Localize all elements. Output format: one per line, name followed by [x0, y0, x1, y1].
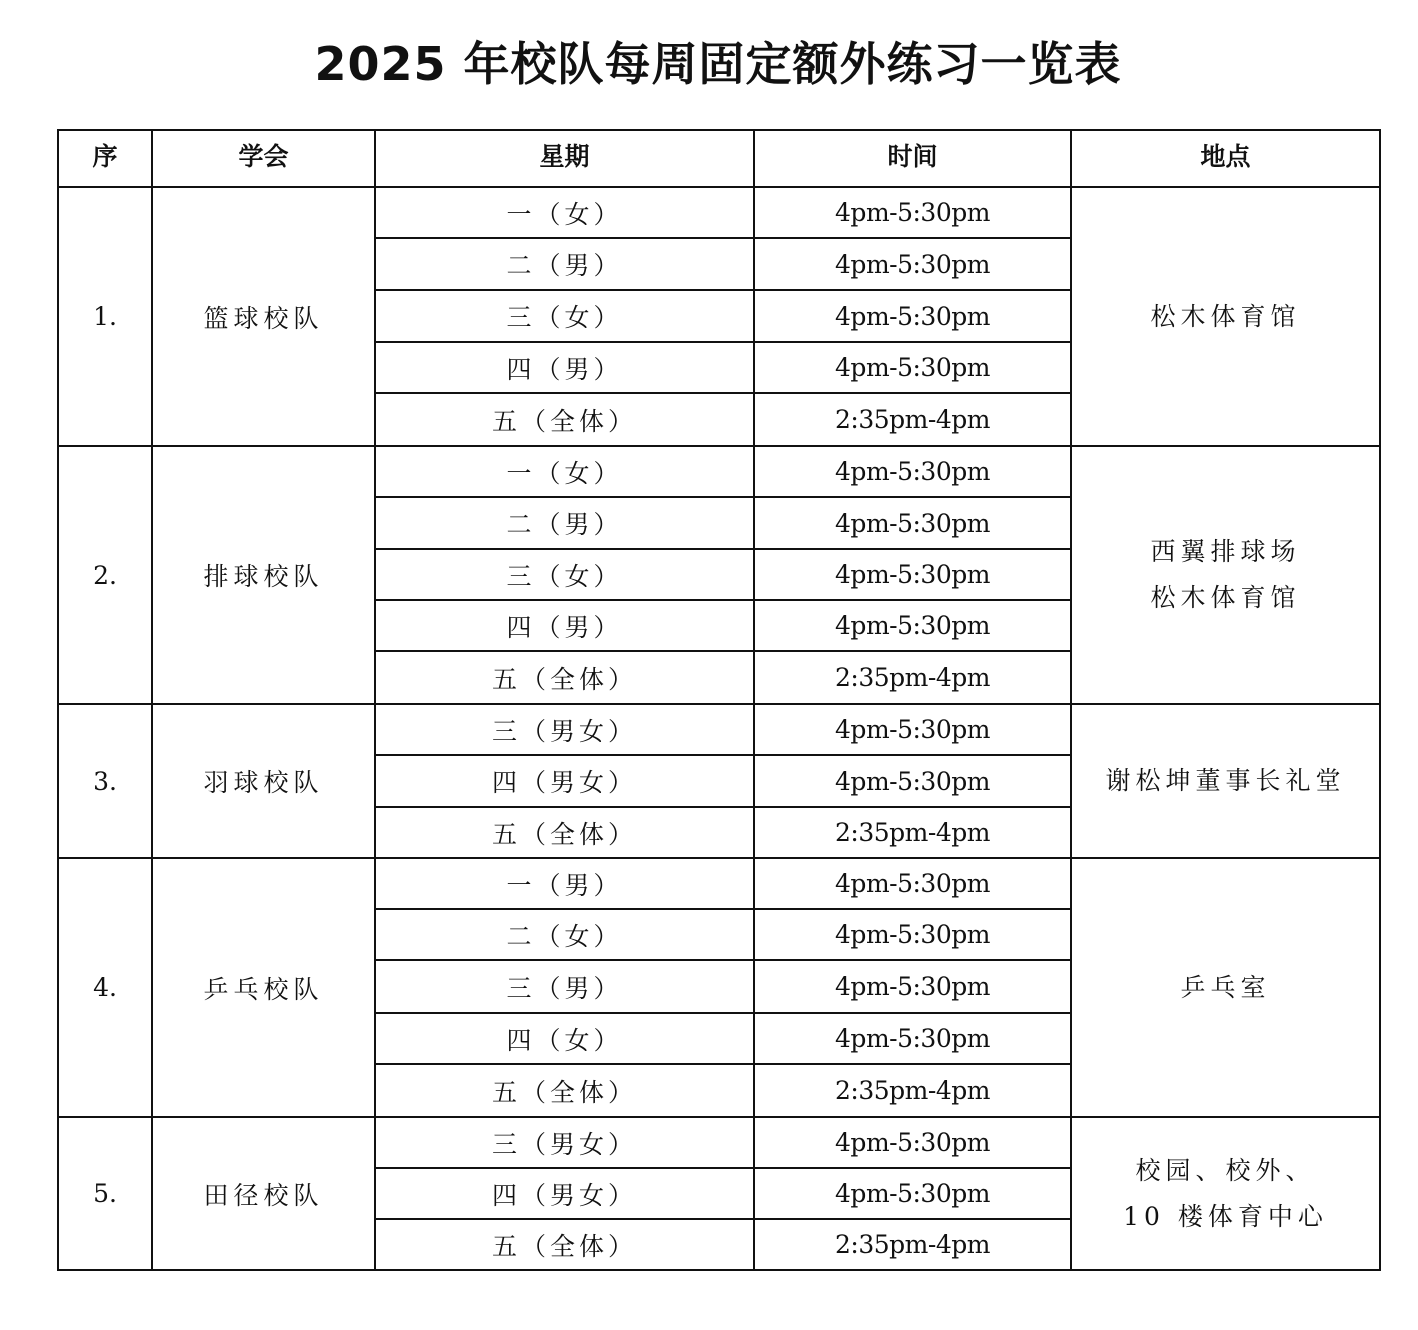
team-venue — [1071, 1117, 1380, 1270]
table-row — [58, 187, 1380, 238]
venue-line: 谢松坤董事长礼堂 — [1105, 766, 1346, 795]
team-name: 排球校队 — [152, 446, 375, 704]
session-day: 五（全体） — [375, 1219, 754, 1270]
session-day: 二（男） — [375, 497, 754, 549]
header-row — [58, 130, 1380, 187]
session-time: 4pm-5:30pm — [754, 1013, 1071, 1064]
session-time: 4pm-5:30pm — [754, 600, 1071, 651]
team-index: 3. — [58, 704, 152, 858]
team-venue — [1071, 187, 1380, 446]
schedule-body — [58, 187, 1380, 1270]
team-name: 羽球校队 — [152, 704, 375, 858]
session-time: 4pm-5:30pm — [754, 704, 1071, 755]
session-time: 4pm-5:30pm — [754, 858, 1071, 909]
session-day: 三（女） — [375, 290, 754, 342]
session-time: 4pm-5:30pm — [754, 549, 1071, 600]
session-time: 4pm-5:30pm — [754, 187, 1071, 238]
session-time: 4pm-5:30pm — [754, 1117, 1071, 1168]
session-day: 一（女） — [375, 187, 754, 238]
header-venue: 地点 — [1071, 130, 1380, 187]
page-title: 2025 年校队每周固定额外练习一览表 — [314, 37, 1122, 91]
session-time: 2:35pm-4pm — [754, 1219, 1071, 1270]
session-day: 二（女） — [375, 909, 754, 960]
session-time: 4pm-5:30pm — [754, 909, 1071, 960]
team-index: 1. — [58, 187, 152, 446]
venue-line: 10 楼体育中心 — [1123, 1201, 1328, 1231]
session-day: 一（女） — [375, 446, 754, 497]
session-time: 4pm-5:30pm — [754, 238, 1071, 290]
session-time: 4pm-5:30pm — [754, 960, 1071, 1013]
session-day: 三（男） — [375, 960, 754, 1013]
session-day: 四（男女） — [375, 1168, 754, 1219]
table-row — [58, 1117, 1380, 1168]
session-time: 2:35pm-4pm — [754, 651, 1071, 704]
session-day: 五（全体） — [375, 651, 754, 704]
table-row — [58, 704, 1380, 755]
header-time: 时间 — [754, 130, 1071, 187]
session-day: 五（全体） — [375, 1064, 754, 1117]
session-day: 四（男） — [375, 600, 754, 651]
session-day: 五（全体） — [375, 393, 754, 446]
venue-line: 乒乓室 — [1180, 972, 1271, 1002]
venue-line: 校园、校外、 — [1135, 1155, 1316, 1185]
session-time: 4pm-5:30pm — [754, 755, 1071, 807]
session-time: 4pm-5:30pm — [754, 1168, 1071, 1219]
session-time: 4pm-5:30pm — [754, 290, 1071, 342]
header-day: 星期 — [375, 130, 754, 187]
team-index: 4. — [58, 858, 152, 1117]
session-day: 三（男女） — [375, 1117, 754, 1168]
team-name: 乒乓校队 — [152, 858, 375, 1117]
venue-line: 西翼排球场 — [1150, 537, 1301, 566]
session-day: 四（男女） — [375, 755, 754, 807]
session-time: 4pm-5:30pm — [754, 446, 1071, 497]
session-day: 三（男女） — [375, 704, 754, 755]
session-time: 2:35pm-4pm — [754, 393, 1071, 446]
session-time: 2:35pm-4pm — [754, 1064, 1071, 1117]
session-time: 4pm-5:30pm — [754, 497, 1071, 549]
venue-line: 松木体育馆 — [1150, 583, 1301, 612]
session-day: 三（女） — [375, 549, 754, 600]
team-name: 篮球校队 — [152, 187, 375, 446]
session-time: 4pm-5:30pm — [754, 342, 1071, 393]
session-time: 2:35pm-4pm — [754, 807, 1071, 858]
session-day: 二（男） — [375, 238, 754, 290]
schedule-table — [57, 129, 1381, 1271]
team-index: 5. — [58, 1117, 152, 1270]
venue-line: 松木体育馆 — [1150, 301, 1301, 331]
header-index: 序 — [58, 130, 152, 187]
team-name: 田径校队 — [152, 1117, 375, 1270]
header-team: 学会 — [152, 130, 375, 187]
table-row — [58, 446, 1380, 497]
session-day: 五（全体） — [375, 807, 754, 858]
team-venue — [1071, 704, 1380, 858]
session-day: 一（男） — [375, 858, 754, 909]
team-venue — [1071, 446, 1380, 704]
session-day: 四（女） — [375, 1013, 754, 1064]
session-day: 四（男） — [375, 342, 754, 393]
team-index: 2. — [58, 446, 152, 704]
table-row — [58, 858, 1380, 909]
team-venue — [1071, 858, 1380, 1117]
